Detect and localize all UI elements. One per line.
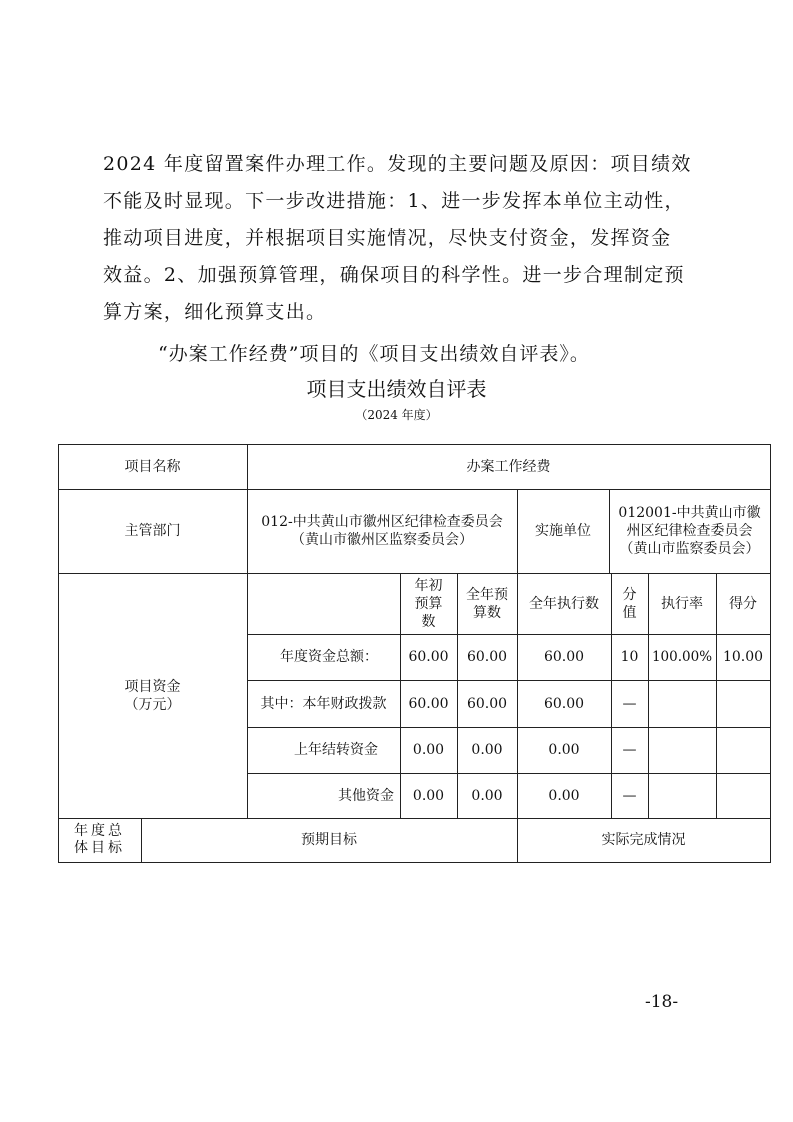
- row-initial: 60.00: [408, 695, 449, 712]
- actual-completion-label: 实际完成情况: [601, 832, 686, 848]
- row-weight: —: [622, 695, 637, 712]
- row-label: 其他资金: [338, 787, 394, 804]
- header-score: 得分: [729, 595, 757, 612]
- header-score-value: 分值: [622, 586, 637, 621]
- paragraph-line: 推动项目进度，并根据项目实施情况，尽快支付资金，发挥资金: [103, 227, 672, 249]
- table-line: [770, 444, 771, 863]
- row-annual: 60.00: [466, 695, 508, 712]
- page-number: -18-: [645, 992, 679, 1012]
- row-rate: [648, 680, 716, 727]
- expected-goal-label: 预期目标: [301, 832, 357, 848]
- row-exec: 60.00: [543, 649, 585, 665]
- header-execution-rate: 执行率: [661, 595, 703, 612]
- dept-label: 主管部门: [124, 523, 181, 539]
- row-initial: 0.00: [412, 787, 445, 804]
- row-score: [716, 773, 770, 818]
- row-score: [716, 727, 770, 773]
- row-exec: 0.00: [548, 742, 580, 758]
- row-score: 10.00: [722, 649, 764, 665]
- paragraph-line: 不能及时显现。下一步改进措施：1、进一步发挥本单位主动性，: [103, 190, 685, 212]
- row-initial: 60.00: [408, 649, 449, 665]
- impl-unit-label: 实施单位: [535, 523, 591, 539]
- table-line: [58, 862, 770, 863]
- row-rate: 100.00%: [651, 649, 713, 665]
- row-score: [716, 680, 770, 727]
- row-label: 其中：本年财政拨款: [260, 695, 387, 712]
- project-name-label: 项目名称: [124, 458, 181, 475]
- row-annual: 0.00: [471, 742, 503, 758]
- table-title: 项目支出绩效自评表: [306, 377, 487, 401]
- lead-line: “办案工作经费”项目的《项目支出绩效自评表》。: [158, 343, 590, 365]
- header-annual-budget: 全年预算数: [466, 586, 508, 621]
- row-label: 年度资金总额：: [280, 649, 378, 665]
- row-annual: 60.00: [466, 649, 508, 665]
- row-exec: 60.00: [543, 695, 585, 712]
- row-weight: —: [622, 787, 637, 804]
- row-initial: 0.00: [412, 742, 445, 758]
- row-label: 上年结转资金: [294, 742, 378, 758]
- row-rate: [648, 773, 716, 818]
- row-annual: 0.00: [471, 787, 503, 804]
- impl-unit-value: 012001-中共黄山市徽州区纪律检查委员会（黄山市监察委员会）: [618, 505, 761, 557]
- row-weight: —: [622, 742, 637, 758]
- paragraph-line: 2024 年度留置案件办理工作。发现的主要问题及原因：项目绩效: [103, 153, 692, 175]
- row-exec: 0.00: [548, 787, 580, 804]
- project-name-value: 办案工作经费: [466, 458, 551, 475]
- dept-value: 012-中共黄山市徽州区纪律检查委员会（黄山市徽州区监察委员会）: [261, 514, 503, 548]
- paragraph-line: 算方案，细化预算支出。: [103, 301, 327, 323]
- row-rate: [648, 727, 716, 773]
- table-subtitle: （2024 年度）: [355, 408, 438, 422]
- header-initial-budget: 年初预算数: [414, 577, 443, 630]
- body-paragraph: [103, 146, 693, 331]
- paragraph-line: 效益。2、加强预算管理，确保项目的科学性。进一步合理制定预: [103, 264, 685, 286]
- funds-label: 项目资金（万元）: [124, 678, 181, 713]
- row-weight: 10: [620, 649, 639, 665]
- header-annual-execution: 全年执行数: [529, 595, 599, 612]
- goal-label: 年度总体目标: [74, 823, 125, 856]
